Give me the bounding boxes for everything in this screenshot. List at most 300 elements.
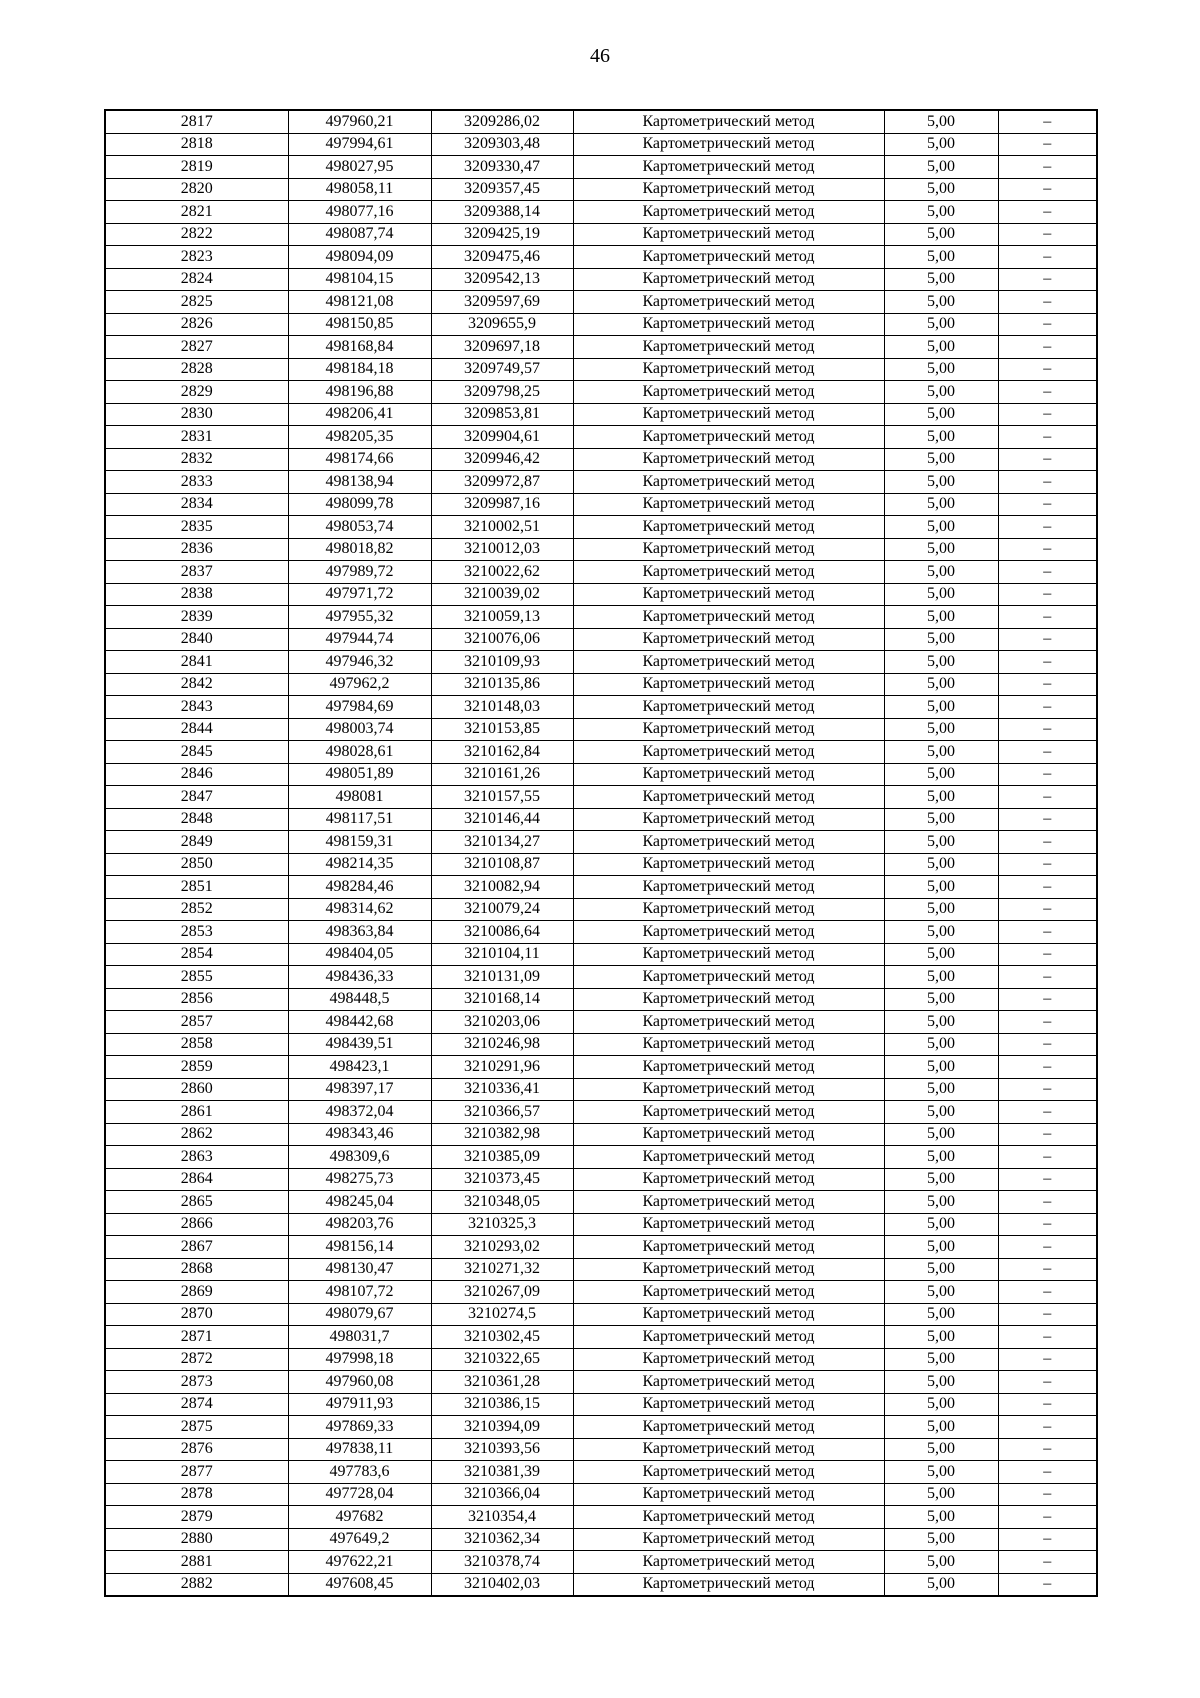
accuracy-cell: 5,00 [884,403,998,426]
note-cell: – [998,763,1097,786]
table-row [105,1461,1097,1484]
x-coordinate-cell: 498275,73 [288,1168,431,1191]
y-coordinate-cell: 3210022,62 [431,561,573,584]
table-row [105,1416,1097,1439]
point-number-cell: 2825 [105,291,288,314]
table-row [105,628,1097,651]
y-coordinate-cell: 3209987,16 [431,493,573,516]
note-cell: – [998,898,1097,921]
accuracy-cell: 5,00 [884,1326,998,1349]
accuracy-cell: 5,00 [884,1146,998,1169]
point-number-cell: 2863 [105,1146,288,1169]
note-cell: – [998,583,1097,606]
accuracy-cell: 5,00 [884,133,998,156]
accuracy-cell: 5,00 [884,358,998,381]
accuracy-cell: 5,00 [884,1461,998,1484]
table-row [105,358,1097,381]
x-coordinate-cell: 498031,7 [288,1326,431,1349]
point-number-cell: 2864 [105,1168,288,1191]
x-coordinate-cell: 498081 [288,786,431,809]
table-row [105,471,1097,494]
note-cell: – [998,268,1097,291]
note-cell: – [998,718,1097,741]
method-cell: Картометрический метод [573,1326,884,1349]
table-row [105,1348,1097,1371]
accuracy-cell: 5,00 [884,741,998,764]
note-cell: – [998,1101,1097,1124]
method-cell: Картометрический метод [573,943,884,966]
y-coordinate-cell: 3210267,09 [431,1281,573,1304]
accuracy-cell: 5,00 [884,1213,998,1236]
x-coordinate-cell: 498053,74 [288,516,431,539]
accuracy-cell: 5,00 [884,808,998,831]
y-coordinate-cell: 3210079,24 [431,898,573,921]
y-coordinate-cell: 3209597,69 [431,291,573,314]
method-cell: Картометрический метод [573,1348,884,1371]
table-row [105,696,1097,719]
y-coordinate-cell: 3210002,51 [431,516,573,539]
accuracy-cell: 5,00 [884,336,998,359]
table-row [105,1528,1097,1551]
method-cell: Картометрический метод [573,336,884,359]
note-cell: – [998,358,1097,381]
point-number-cell: 2882 [105,1573,288,1596]
note-cell: – [998,133,1097,156]
note-cell: – [998,1123,1097,1146]
point-number-cell: 2876 [105,1438,288,1461]
note-cell: – [998,291,1097,314]
note-cell: – [998,1551,1097,1574]
table-row [105,808,1097,831]
x-coordinate-cell: 498314,62 [288,898,431,921]
accuracy-cell: 5,00 [884,1281,998,1304]
method-cell: Картометрический метод [573,741,884,764]
accuracy-cell: 5,00 [884,1528,998,1551]
x-coordinate-cell: 497946,32 [288,651,431,674]
accuracy-cell: 5,00 [884,516,998,539]
x-coordinate-cell: 498117,51 [288,808,431,831]
x-coordinate-cell: 498174,66 [288,448,431,471]
note-cell: – [998,1393,1097,1416]
method-cell: Картометрический метод [573,1506,884,1529]
x-coordinate-cell: 498343,46 [288,1123,431,1146]
point-number-cell: 2836 [105,538,288,561]
accuracy-cell: 5,00 [884,178,998,201]
method-cell: Картометрический метод [573,876,884,899]
accuracy-cell: 5,00 [884,898,998,921]
point-number-cell: 2849 [105,831,288,854]
y-coordinate-cell: 3209357,45 [431,178,573,201]
accuracy-cell: 5,00 [884,1573,998,1596]
x-coordinate-cell: 497960,21 [288,110,431,133]
y-coordinate-cell: 3210104,11 [431,943,573,966]
method-cell: Картометрический метод [573,696,884,719]
point-number-cell: 2870 [105,1303,288,1326]
point-number-cell: 2875 [105,1416,288,1439]
x-coordinate-cell: 498027,95 [288,156,431,179]
point-number-cell: 2821 [105,201,288,224]
x-coordinate-cell: 498436,33 [288,966,431,989]
y-coordinate-cell: 3209286,02 [431,110,573,133]
table-row [105,516,1097,539]
point-number-cell: 2817 [105,110,288,133]
x-coordinate-cell: 498150,85 [288,313,431,336]
accuracy-cell: 5,00 [884,471,998,494]
table-row [105,741,1097,764]
method-cell: Картометрический метод [573,1191,884,1214]
method-cell: Картометрический метод [573,448,884,471]
y-coordinate-cell: 3210039,02 [431,583,573,606]
y-coordinate-cell: 3209972,87 [431,471,573,494]
y-coordinate-cell: 3210168,14 [431,988,573,1011]
accuracy-cell: 5,00 [884,943,998,966]
note-cell: – [998,606,1097,629]
method-cell: Картометрический метод [573,1371,884,1394]
method-cell: Картометрический метод [573,988,884,1011]
method-cell: Картометрический метод [573,1168,884,1191]
y-coordinate-cell: 3210271,32 [431,1258,573,1281]
y-coordinate-cell: 3210153,85 [431,718,573,741]
x-coordinate-cell: 497994,61 [288,133,431,156]
y-coordinate-cell: 3209330,47 [431,156,573,179]
note-cell: – [998,1416,1097,1439]
method-cell: Картометрический метод [573,673,884,696]
note-cell: – [998,1146,1097,1169]
accuracy-cell: 5,00 [884,448,998,471]
point-number-cell: 2829 [105,381,288,404]
x-coordinate-cell: 498423,1 [288,1056,431,1079]
method-cell: Картометрический метод [573,538,884,561]
point-number-cell: 2866 [105,1213,288,1236]
accuracy-cell: 5,00 [884,1168,998,1191]
table-row [105,921,1097,944]
note-cell: – [998,156,1097,179]
table-row [105,1506,1097,1529]
note-cell: – [998,1528,1097,1551]
y-coordinate-cell: 3210148,03 [431,696,573,719]
table-row [105,538,1097,561]
x-coordinate-cell: 497998,18 [288,1348,431,1371]
point-number-cell: 2867 [105,1236,288,1259]
point-number-cell: 2877 [105,1461,288,1484]
method-cell: Картометрический метод [573,1281,884,1304]
x-coordinate-cell: 497608,45 [288,1573,431,1596]
accuracy-cell: 5,00 [884,313,998,336]
x-coordinate-cell: 498442,68 [288,1011,431,1034]
note-cell: – [998,1258,1097,1281]
point-number-cell: 2845 [105,741,288,764]
method-cell: Картометрический метод [573,1123,884,1146]
method-cell: Картометрический метод [573,1056,884,1079]
accuracy-cell: 5,00 [884,628,998,651]
method-cell: Картометрический метод [573,921,884,944]
table-row [105,651,1097,674]
table-row [105,898,1097,921]
y-coordinate-cell: 3209798,25 [431,381,573,404]
y-coordinate-cell: 3209475,46 [431,246,573,269]
y-coordinate-cell: 3210302,45 [431,1326,573,1349]
point-number-cell: 2844 [105,718,288,741]
y-coordinate-cell: 3210366,57 [431,1101,573,1124]
accuracy-cell: 5,00 [884,268,998,291]
x-coordinate-cell: 498087,74 [288,223,431,246]
table-row [105,1033,1097,1056]
point-number-cell: 2862 [105,1123,288,1146]
note-cell: – [998,831,1097,854]
point-number-cell: 2879 [105,1506,288,1529]
note-cell: – [998,1281,1097,1304]
table-row [105,1438,1097,1461]
x-coordinate-cell: 498205,35 [288,426,431,449]
x-coordinate-cell: 498184,18 [288,358,431,381]
x-coordinate-cell: 498203,76 [288,1213,431,1236]
method-cell: Картометрический метод [573,1101,884,1124]
note-cell: – [998,1348,1097,1371]
y-coordinate-cell: 3209542,13 [431,268,573,291]
method-cell: Картометрический метод [573,898,884,921]
method-cell: Картометрический метод [573,966,884,989]
note-cell: – [998,336,1097,359]
y-coordinate-cell: 3210361,28 [431,1371,573,1394]
point-number-cell: 2830 [105,403,288,426]
x-coordinate-cell: 498077,16 [288,201,431,224]
method-cell: Картометрический метод [573,291,884,314]
point-number-cell: 2820 [105,178,288,201]
table-row [105,381,1097,404]
x-coordinate-cell: 498196,88 [288,381,431,404]
y-coordinate-cell: 3210157,55 [431,786,573,809]
table-row [105,426,1097,449]
y-coordinate-cell: 3210082,94 [431,876,573,899]
note-cell: – [998,448,1097,471]
x-coordinate-cell: 497984,69 [288,696,431,719]
accuracy-cell: 5,00 [884,1101,998,1124]
method-cell: Картометрический метод [573,201,884,224]
note-cell: – [998,516,1097,539]
x-coordinate-cell: 498214,35 [288,853,431,876]
method-cell: Картометрический метод [573,1393,884,1416]
note-cell: – [998,1461,1097,1484]
x-coordinate-cell: 498121,08 [288,291,431,314]
accuracy-cell: 5,00 [884,1056,998,1079]
table-row [105,223,1097,246]
x-coordinate-cell: 498058,11 [288,178,431,201]
point-number-cell: 2846 [105,763,288,786]
accuracy-cell: 5,00 [884,381,998,404]
x-coordinate-cell: 498168,84 [288,336,431,359]
point-number-cell: 2857 [105,1011,288,1034]
point-number-cell: 2854 [105,943,288,966]
point-number-cell: 2847 [105,786,288,809]
note-cell: – [998,1168,1097,1191]
method-cell: Картометрический метод [573,516,884,539]
point-number-cell: 2868 [105,1258,288,1281]
y-coordinate-cell: 3210381,39 [431,1461,573,1484]
point-number-cell: 2818 [105,133,288,156]
accuracy-cell: 5,00 [884,1011,998,1034]
y-coordinate-cell: 3210162,84 [431,741,573,764]
note-cell: – [998,673,1097,696]
accuracy-cell: 5,00 [884,831,998,854]
x-coordinate-cell: 498397,17 [288,1078,431,1101]
accuracy-cell: 5,00 [884,1078,998,1101]
accuracy-cell: 5,00 [884,1483,998,1506]
table-row [105,493,1097,516]
table-row [105,268,1097,291]
table-row [105,1258,1097,1281]
y-coordinate-cell: 3210322,65 [431,1348,573,1371]
accuracy-cell: 5,00 [884,876,998,899]
table-row [105,1123,1097,1146]
accuracy-cell: 5,00 [884,156,998,179]
point-number-cell: 2872 [105,1348,288,1371]
x-coordinate-cell: 498309,6 [288,1146,431,1169]
point-number-cell: 2828 [105,358,288,381]
point-number-cell: 2832 [105,448,288,471]
method-cell: Картометрический метод [573,223,884,246]
note-cell: – [998,786,1097,809]
note-cell: – [998,808,1097,831]
note-cell: – [998,110,1097,133]
table-row [105,1213,1097,1236]
y-coordinate-cell: 3210059,13 [431,606,573,629]
y-coordinate-cell: 3210293,02 [431,1236,573,1259]
point-number-cell: 2881 [105,1551,288,1574]
accuracy-cell: 5,00 [884,921,998,944]
method-cell: Картометрический метод [573,1146,884,1169]
table-row [105,831,1097,854]
note-cell: – [998,381,1097,404]
y-coordinate-cell: 3210108,87 [431,853,573,876]
point-number-cell: 2819 [105,156,288,179]
x-coordinate-cell: 497911,93 [288,1393,431,1416]
note-cell: – [998,1506,1097,1529]
accuracy-cell: 5,00 [884,673,998,696]
table-row [105,1371,1097,1394]
y-coordinate-cell: 3210362,34 [431,1528,573,1551]
method-cell: Картометрический метод [573,1033,884,1056]
coordinates-table [104,109,1098,1597]
table-row [105,988,1097,1011]
accuracy-cell: 5,00 [884,696,998,719]
table-row [105,1551,1097,1574]
accuracy-cell: 5,00 [884,1506,998,1529]
y-coordinate-cell: 3210274,5 [431,1303,573,1326]
x-coordinate-cell: 497622,21 [288,1551,431,1574]
x-coordinate-cell: 497989,72 [288,561,431,584]
method-cell: Картометрический метод [573,786,884,809]
accuracy-cell: 5,00 [884,786,998,809]
method-cell: Картометрический метод [573,313,884,336]
point-number-cell: 2873 [105,1371,288,1394]
accuracy-cell: 5,00 [884,1303,998,1326]
note-cell: – [998,966,1097,989]
y-coordinate-cell: 3210325,3 [431,1213,573,1236]
table-row [105,403,1097,426]
point-number-cell: 2831 [105,426,288,449]
method-cell: Картометрический метод [573,651,884,674]
note-cell: – [998,943,1097,966]
point-number-cell: 2861 [105,1101,288,1124]
table-row [105,1281,1097,1304]
point-number-cell: 2835 [105,516,288,539]
method-cell: Картометрический метод [573,403,884,426]
note-cell: – [998,223,1097,246]
note-cell: – [998,403,1097,426]
y-coordinate-cell: 3210131,09 [431,966,573,989]
method-cell: Картометрический метод [573,133,884,156]
note-cell: – [998,493,1097,516]
x-coordinate-cell: 497962,2 [288,673,431,696]
note-cell: – [998,1078,1097,1101]
note-cell: – [998,1303,1097,1326]
x-coordinate-cell: 498156,14 [288,1236,431,1259]
y-coordinate-cell: 3210086,64 [431,921,573,944]
x-coordinate-cell: 498138,94 [288,471,431,494]
accuracy-cell: 5,00 [884,1416,998,1439]
table-row [105,1146,1097,1169]
y-coordinate-cell: 3210161,26 [431,763,573,786]
note-cell: – [998,1573,1097,1596]
x-coordinate-cell: 498363,84 [288,921,431,944]
y-coordinate-cell: 3209749,57 [431,358,573,381]
y-coordinate-cell: 3209904,61 [431,426,573,449]
y-coordinate-cell: 3209655,9 [431,313,573,336]
point-number-cell: 2860 [105,1078,288,1101]
y-coordinate-cell: 3210386,15 [431,1393,573,1416]
x-coordinate-cell: 497783,6 [288,1461,431,1484]
note-cell: – [998,178,1097,201]
point-number-cell: 2865 [105,1191,288,1214]
point-number-cell: 2834 [105,493,288,516]
point-number-cell: 2878 [105,1483,288,1506]
x-coordinate-cell: 498448,5 [288,988,431,1011]
accuracy-cell: 5,00 [884,538,998,561]
table-row [105,178,1097,201]
y-coordinate-cell: 3210336,41 [431,1078,573,1101]
point-number-cell: 2856 [105,988,288,1011]
method-cell: Картометрический метод [573,1438,884,1461]
table-row [105,1483,1097,1506]
accuracy-cell: 5,00 [884,1551,998,1574]
point-number-cell: 2824 [105,268,288,291]
y-coordinate-cell: 3210134,27 [431,831,573,854]
accuracy-cell: 5,00 [884,1033,998,1056]
method-cell: Картометрический метод [573,1303,884,1326]
table-row [105,1168,1097,1191]
note-cell: – [998,1056,1097,1079]
accuracy-cell: 5,00 [884,110,998,133]
note-cell: – [998,696,1097,719]
table-row [105,561,1097,584]
point-number-cell: 2826 [105,313,288,336]
y-coordinate-cell: 3210393,56 [431,1438,573,1461]
y-coordinate-cell: 3210402,03 [431,1573,573,1596]
note-cell: – [998,1033,1097,1056]
x-coordinate-cell: 497971,72 [288,583,431,606]
table-row [105,966,1097,989]
x-coordinate-cell: 498051,89 [288,763,431,786]
table-row [105,583,1097,606]
table-row [105,1101,1097,1124]
note-cell: – [998,1011,1097,1034]
method-cell: Картометрический метод [573,763,884,786]
method-cell: Картометрический метод [573,1078,884,1101]
method-cell: Картометрический метод [573,1213,884,1236]
note-cell: – [998,741,1097,764]
table-row [105,876,1097,899]
y-coordinate-cell: 3209425,19 [431,223,573,246]
